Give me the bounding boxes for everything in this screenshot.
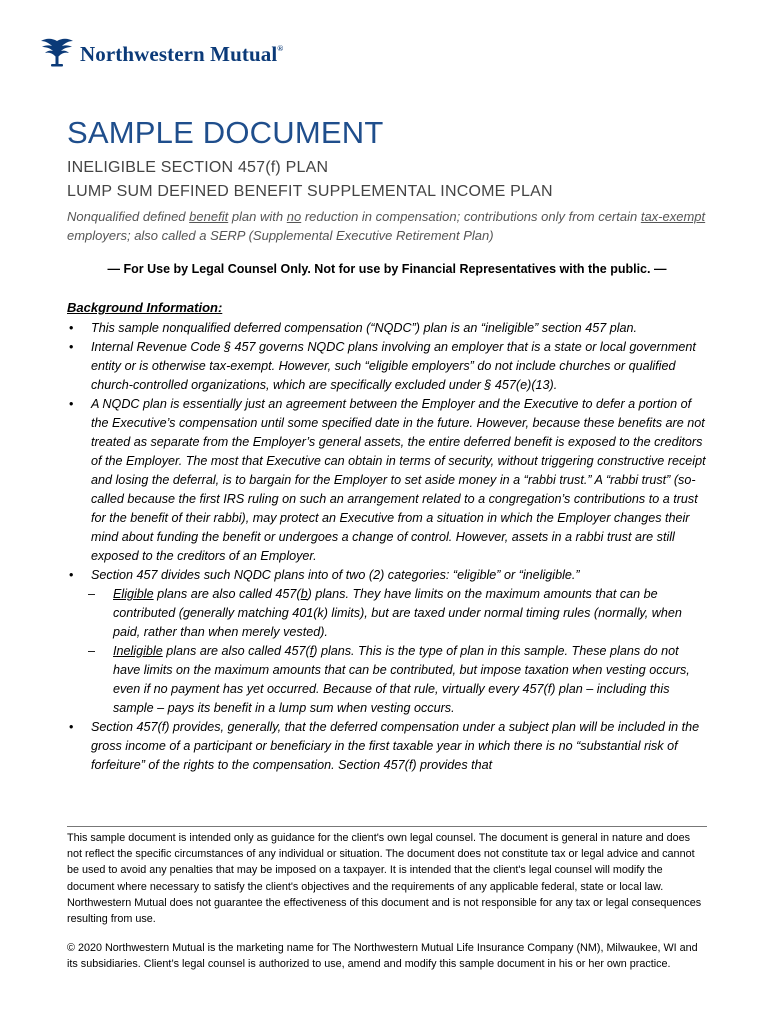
plan-subtitle: INELIGIBLE SECTION 457(f) PLAN: [67, 159, 329, 176]
dash-icon: –: [88, 644, 96, 658]
bullet-icon: •: [69, 568, 74, 582]
bullet-icon: •: [69, 321, 74, 335]
usage-notice: — For Use by Legal Counsel Only. Not for use by Financial Representatives with the public. —: [107, 262, 667, 276]
list-item: • Internal Revenue Code § 457 governs NQDC plans involving an employer that is a state or local government entity or is otherwise tax-exempt. However, such “eligible employers” do not include churches or qualified church-controlled organizations, which are specifically excluded under § 457(e)(13).: [69, 340, 696, 392]
brand-name: Northwestern Mutual®: [80, 41, 284, 66]
bullet-icon: •: [69, 340, 74, 354]
background-list: [67, 319, 707, 775]
bullet-icon: •: [69, 720, 74, 734]
sub-list-item: – Ineligible plans are also called 457(f) plans. This is the type of plan in this sample. These plans do not have limits on the maximum amounts that can be contributed, but impose taxation when vesting occurs, even if no payment has yet occurred. Because of that rule, virtually every 457(f) plan – including this sample – pays its benefit in a lump sum when vesting occurs.: [88, 644, 690, 715]
background-heading: Background Information:: [67, 300, 223, 315]
document-title: SAMPLE DOCUMENT: [67, 115, 384, 150]
bullet-icon: •: [69, 397, 74, 411]
trademark-symbol: ®: [277, 43, 284, 53]
list-item: • A NQDC plan is essentially just an agreement between the Employer and the Executive to defer a portion of the Executive’s compensation until some specified date in the future. However, because these benefits are not treated as separate from the Employer’s general assets, the entire deferred benefit is exposed to the creditors of the Employer. The most that Executive can obtain in terms of security, without triggering constructive receipt and losing the deferral, is to bargain for the Employer to set aside money in a “rabbi trust.” A “rabbi trust” (so-called because the first IRS ruling on such an arrangement related to a congregation’s contributions to a trust for the benefit of their rabbi), may protect an Executive from a situation in which the Employer changes their mind about funding the benefit or undergoes a change of control. However, assets in a rabbi trust are still exposed to the creditors of an Employer.: [69, 397, 706, 563]
footer-disclaimer: This sample document is intended only as guidance for the client's own legal counsel. The document is general in nature and does not reflect the specific circumstances of any individual or situation. The document does not constitute tax or legal advice and cannot be used to avoid any penalties that may be imposed on a taxpayer. It is intended that the client's legal counsel will modify the document where necessary to satisfy the client's objectives and the requirements of any applicable federal, state or local law. Northwestern Mutual does not guarantee the effectiveness of this document and is not responsible for any tax or legal consequences resulting from use.: [67, 832, 702, 926]
list-item: • This sample nonqualified deferred compensation (“NQDC”) plan is an “ineligible” section 457 plan.: [67, 319, 707, 338]
brand-logo: [38, 36, 283, 72]
dash-icon: –: [88, 587, 96, 601]
plan-description: Nonqualified defined benefit plan with no reduction in compensation; contributions only from certain tax-exempt employers; also called a SERP (Supplemental Executive Retirement Plan): [67, 209, 706, 243]
footer-copyright: © 2020 Northwestern Mutual is the marketing name for The Northwestern Mutual Life Insurance Company (NM), Milwaukee, WI and its subsidiaries. Client’s legal counsel is authorized to use, amend and modify this sample document in his or her own practice.: [67, 942, 698, 971]
sub-list-item: – Eligible plans are also called 457(b) plans. They have limits on the maximum amounts that can be contributed (generally matching 401(k) limits), but are taxed under normal timing rules (normally, when paid, rather than when merely vested).: [88, 587, 682, 639]
list-item: • Section 457 divides such NQDC plans into of two (2) categories: “eligible” or “ineligible.”: [67, 566, 707, 585]
plan-type-subtitle: LUMP SUM DEFINED BENEFIT SUPPLEMENTAL INCOME PLAN: [67, 183, 553, 200]
list-item: • Section 457(f) provides, generally, that the deferred compensation under a subject plan will be included in the gross income of a participant or beneficiary in the first taxable year in which there is no “substantial risk of forfeiture” of the rights to the compensation. Section 457(f) provides that: [69, 720, 700, 772]
eagle-logo-icon: [38, 37, 76, 71]
footer-divider: [67, 826, 707, 827]
